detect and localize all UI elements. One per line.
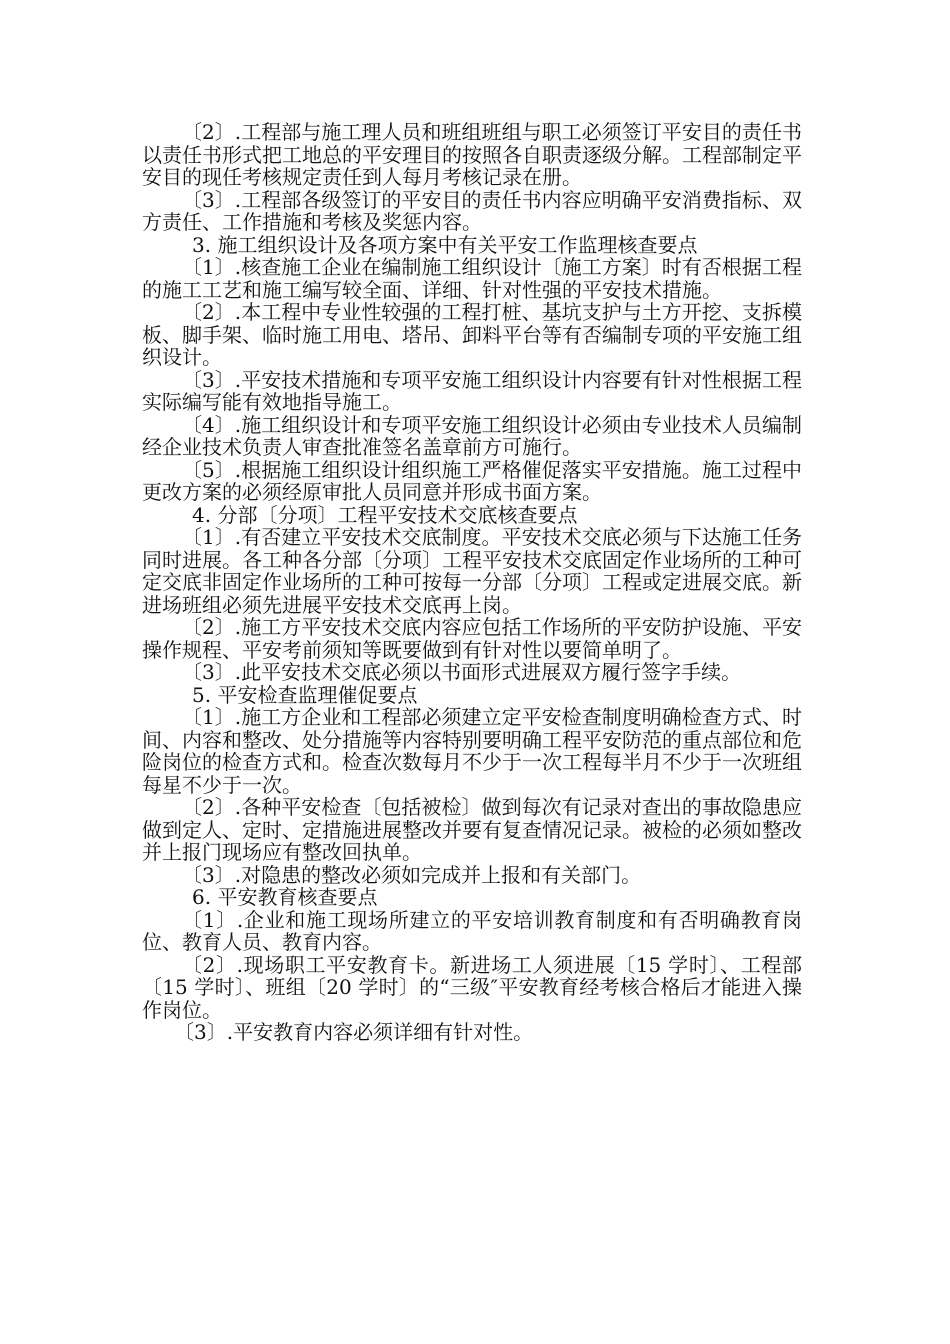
paragraph-3-5: 〔5〕.根据施工组织设计组织施工严格催促落实平安措施。施工过程中更改方案的必须经原审批人员同意并形成书面方案。 [142, 457, 802, 504]
paragraph-5-3: 〔3〕.对隐患的整改必须如完成并上报和有关部门。 [182, 862, 642, 887]
paragraph-3-3: 〔3〕.平安技术措施和专项平安施工组织设计内容要有针对性根据工程实际编写能有效地指导施工。 [142, 367, 802, 414]
section-heading-6: 6. 平安教育核查要点 [192, 885, 378, 909]
paragraph-5-1: 〔1〕.施工方企业和工程部必须建立定平安检查制度明确检查方式、时间、内容和整改、处分措施等内容特别要明确工程平安防范的重点部位和危险岗位的检查方式和。检查次数每月不少于一次工程每半月不少于一次班组每星不少于一次。 [142, 705, 802, 797]
paragraph-3-contract-content: 〔3〕.工程部各级签订的平安目的责任书内容应明确平安消费指标、双方责任、工作措施和考核及奖惩内容。 [142, 187, 802, 234]
paragraph-4-3: 〔3〕.此平安技术交底必须以书面形式进展双方履行签字手续。 [182, 660, 742, 684]
paragraph-4-2: 〔2〕.施工方平安技术交底内容应包括工作场所的平安防护设施、平安操作规程、平安考前须知等既要做到有针对性以要简单明了。 [142, 615, 802, 662]
paragraph-2-responsibility-contract: 〔2〕.工程部与施工理人员和班组班组与职工必须签订平安目的责任书以责任书形式把工地总的平安理目的按照各自职责逐级分解。工程部制定平安目的现任考核规定责任到人每月考核记录在册。 [142, 120, 802, 189]
paragraph-5-2: 〔2〕.各种平安检查〔包括被检〕做到每次有记录对查出的事故隐患应做到定人、定时、定措施进展整改并要有复查情况记录。被检的必须如整改并上报门现场应有整改回执单。 [142, 795, 802, 864]
paragraph-3-2: 〔2〕.本工程中专业性较强的工程打桩、基坑支护与土方开挖、支拆模板、脚手架、临时施工用电、塔吊、卸料平台等有否编制专项的平安施工组织设计。 [142, 300, 802, 369]
document-body [142, 121, 802, 1044]
paragraph-3-4: 〔4〕.施工组织设计和专项平安施工组织设计必须由专业技术人员编制经企业技术负责人审查批准签名盖章前方可施行。 [142, 412, 802, 459]
paragraph-6-3: 〔3〕.平安教育内容必须详细有针对性。 [174, 1020, 534, 1044]
section-heading-4: 4. 分部〔分项〕工程平安技术交底核查要点 [192, 502, 578, 527]
section-heading-3: 3. 施工组织设计及各项方案中有关平安工作监理核查要点 [192, 232, 698, 257]
paragraph-6-1: 〔1〕.企业和施工现场所建立的平安培训教育制度和有否明确教育岗位、教育人员、教育内容。 [142, 907, 802, 954]
section-heading-5: 5. 平安检查监理催促要点 [192, 682, 418, 707]
paragraph-3-1: 〔1〕.核查施工企业在编制施工组织设计〔施工方案〕时有否根据工程的施工工艺和施工编写较全面、详细、针对性强的平安技术措施。 [142, 255, 802, 302]
paragraph-6-2: 〔2〕.现场职工平安教育卡。新进场工人须进展〔15 学时〕、工程部〔15 学时〕、班组〔20 学时〕的“三级″平安教育经考核合格后才能进入操作岗位。 [142, 952, 802, 1022]
paragraph-4-1: 〔1〕.有否建立平安技术交底制度。平安技术交底必须与下达施工任务同时进展。各工种各分部〔分项〕工程平安技术交底固定作业场所的工种可定交底非固定作业场所的工种可按每一分部〔分项〕工程或定进展交底。新进场班组必须先进展平安技术交底再上岗。 [142, 525, 802, 617]
